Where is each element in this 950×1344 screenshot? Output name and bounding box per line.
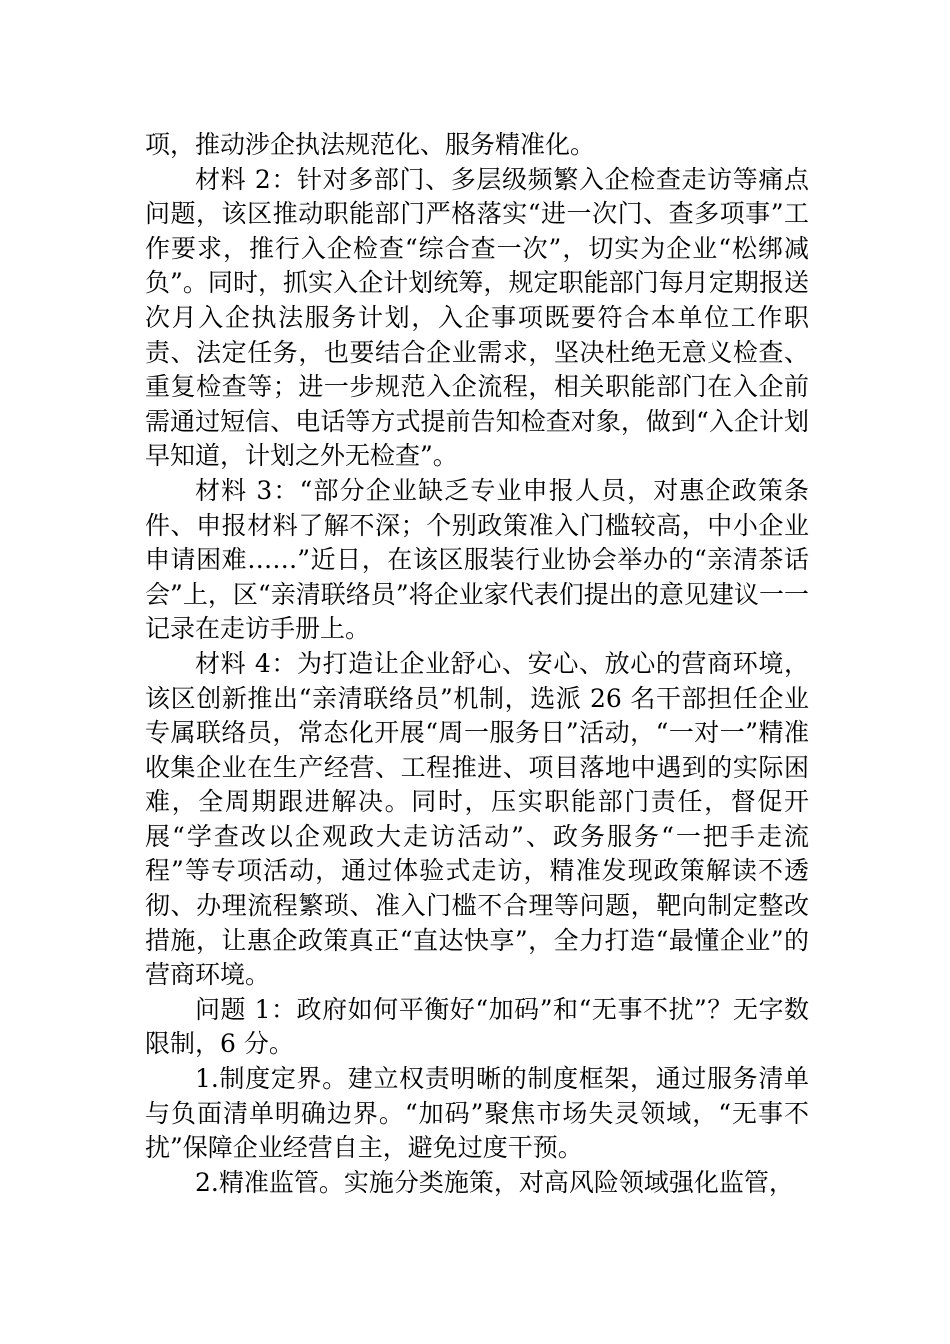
paragraph-answer-point-2: 2.精准监管。实施分类施策，对高风险领域强化监管，	[195, 1167, 794, 1197]
paragraph-continuation: 项，推动涉企执法规范化、服务精准化。	[145, 130, 596, 159]
paragraph-answer-point-1: 1.制度定界。建立权责明晰的制度框架，通过服务清单与负面清单明确边界。“加码”聚焦市场失灵领域，“无事不扰”保障企业经营自主，避免过度干预。	[145, 1064, 809, 1163]
paragraph-material-4: 材料 4：为打造让企业舒心、安心、放心的营商环境，该区创新推出“亲清联络员”机制，选派 26 名干部担任企业专属联络员，常态化开展“周一服务日”活动，“一对一”精准收集企业在生产经营、工程推进、项目落地中遇到的实际困难，全周期跟进解决。同时，压实职能部门责任，督促开展“学查改以企观政大走访活动”、政务服务“一把手走流程”等专项活动，通过体验式走访，精准发现政策解读不透彻、办理流程繁琐、准入门槛不合理等问题，靶向制定整改措施，让惠企政策真正“直达快享”，全力打造“最懂企业”的营商环境。	[145, 648, 809, 990]
paragraph-material-3: 材料 3：“部分企业缺乏专业申报人员，对惠企政策条件、申报材料了解不深；个别政策准入门槛较高，中小企业申请困难……”近日，在该区服装行业协会举办的“亲清茶话会”上，区“亲清联络员”将企业家代表们提出的意见建议一一记录在走访手册上。	[145, 475, 809, 644]
paragraph-question-1: 问题 1：政府如何平衡好“加码”和“无事不扰”？无字数限制，6 分。	[145, 994, 809, 1059]
paragraph-material-2: 材料 2：针对多部门、多层级频繁入企检查走访等痛点问题，该区推动职能部门严格落实“进一次门、查多项事”工作要求，推行入企检查“综合查一次”，切实为企业“松绑减负”。同时，抓实入企计划统筹，规定职能部门每月定期报送次月入企执法服务计划，入企事项既要符合本单位工作职责、法定任务，也要结合企业需求，坚决杜绝无意义检查、重复检查等；进一步规范入企流程，相关职能部门在入企前需通过短信、电话等方式提前告知检查对象，做到“入企计划早知道，计划之外无检查”。	[145, 164, 809, 471]
document-body	[145, 128, 809, 1200]
